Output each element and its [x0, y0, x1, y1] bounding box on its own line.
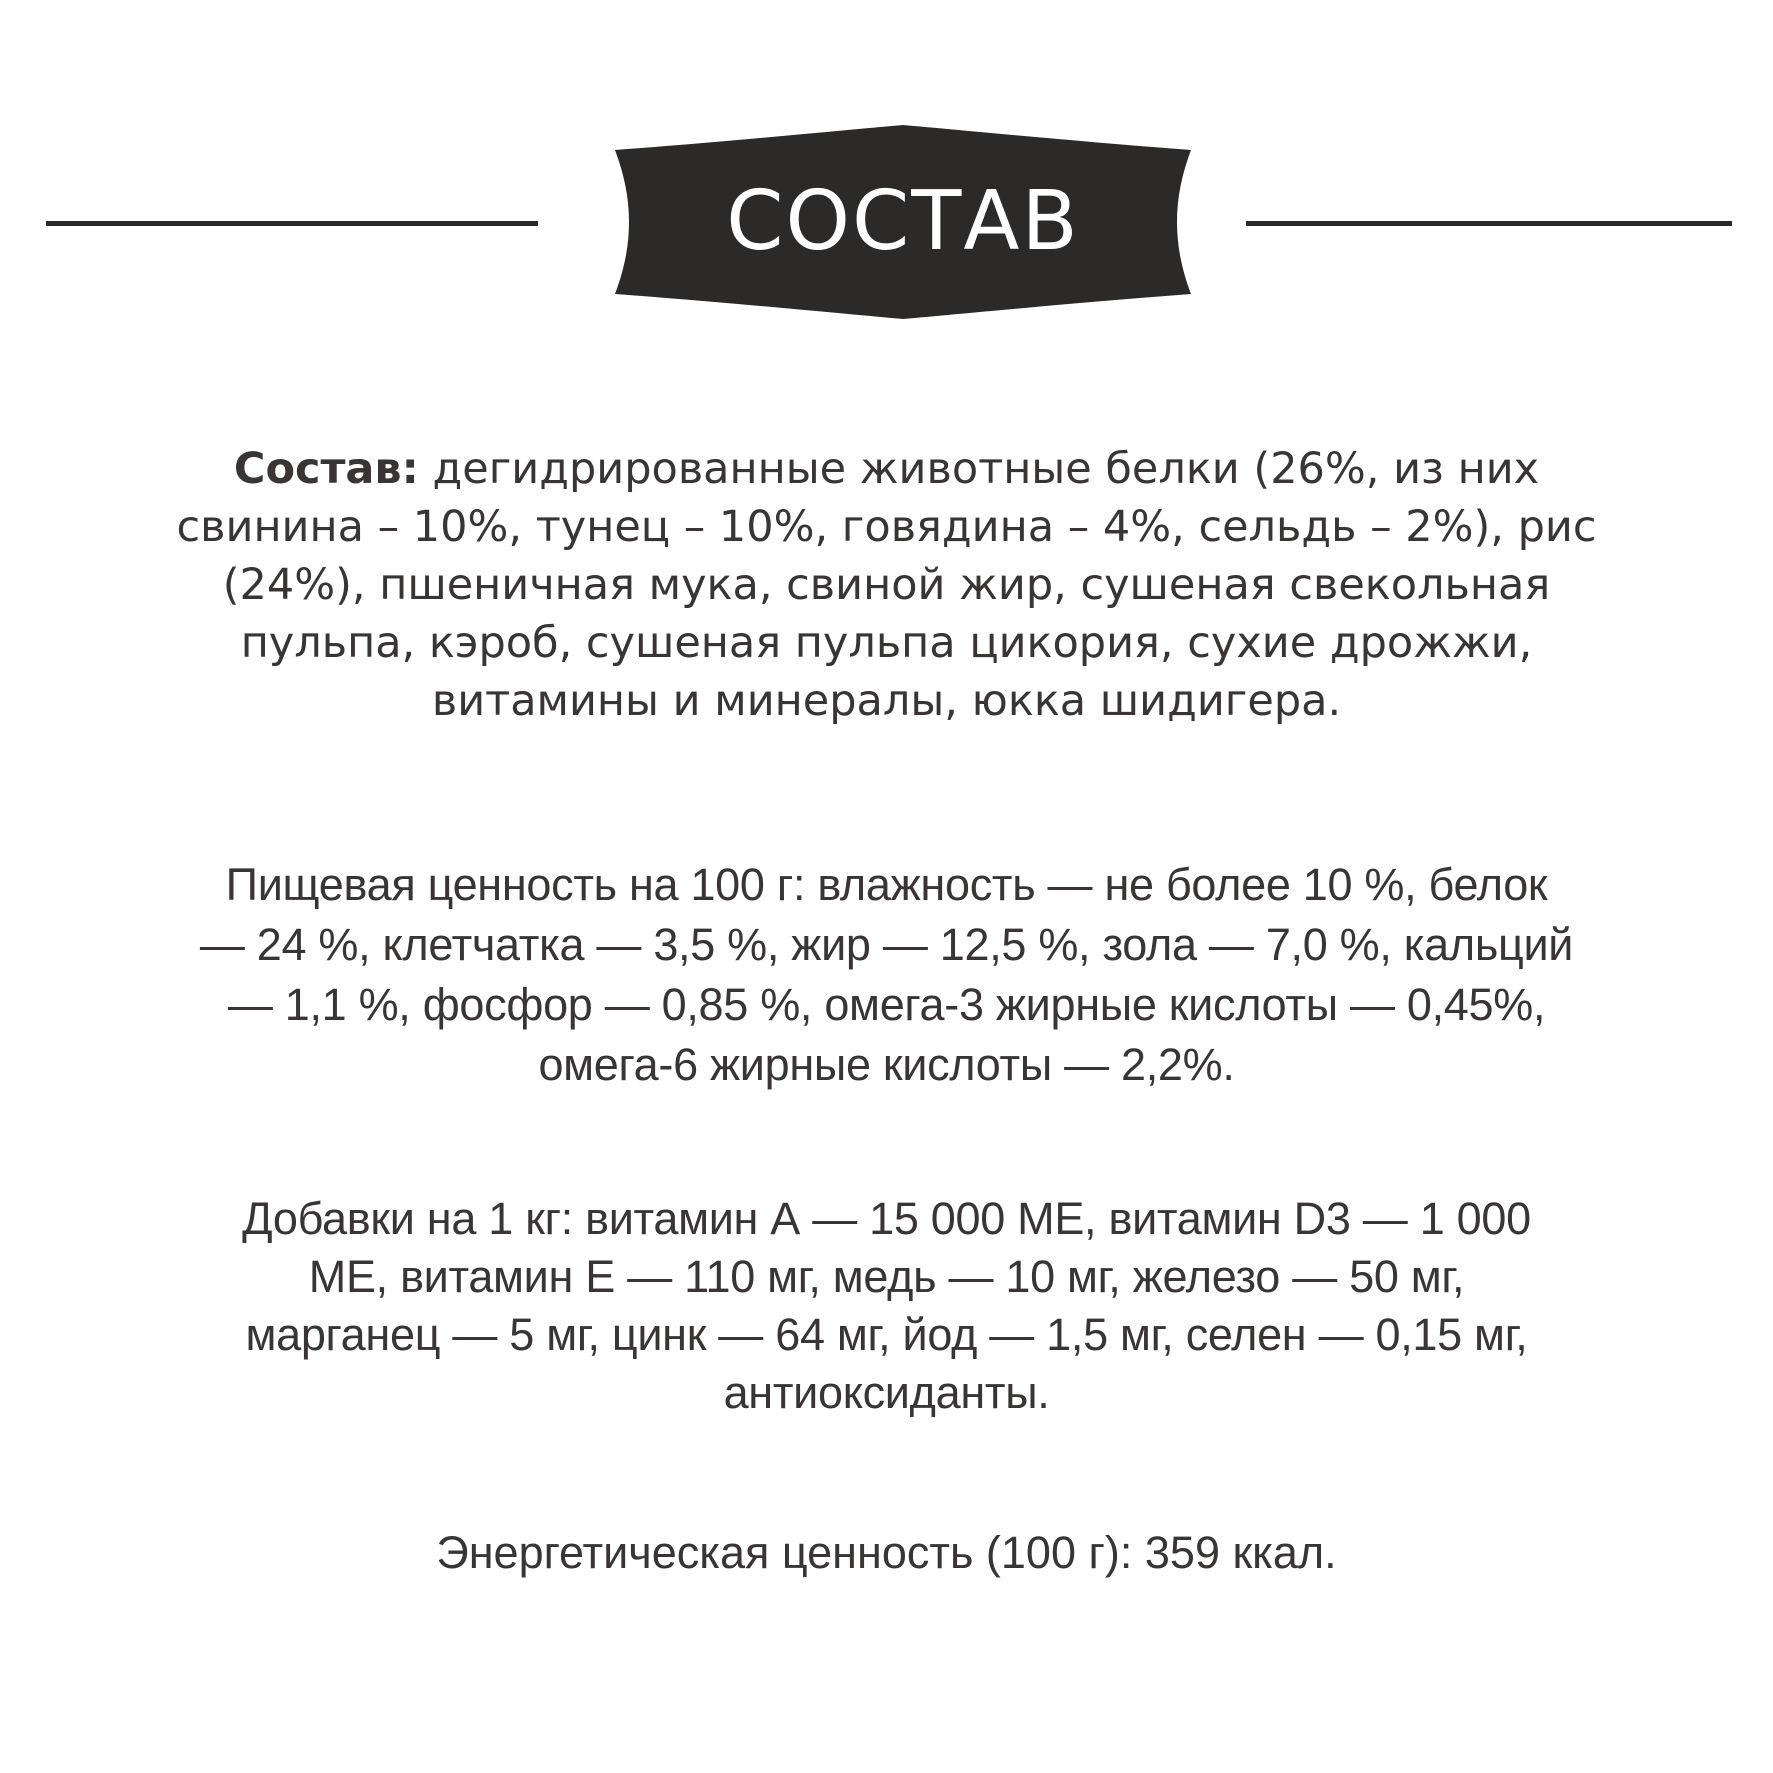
energy-line [88, 1523, 1685, 1583]
composition-paragraph [88, 440, 1685, 730]
composition-badge [613, 125, 1193, 319]
composition-text: дегидрированные животные белки (26%, из них свинина – 10%, тунец – 10%, говядина – 4%, сельдь – 2%), рис (24%), пшеничная мука, свиной жир, сушеная свекольная пульпа, кэроб, сушеная пульпа цикория, сухие дрожжи, витамины и минералы, юкка шидигера. [176, 444, 1597, 726]
header-divider-right [1246, 221, 1732, 226]
composition-label: Состав: [233, 444, 419, 494]
additives-text: Добавки на 1 кг: витамин А — 15 000 МЕ, витамин D3 — 1 000 МЕ, витамин Е — 110 мг, медь — 10 мг, железо — 50 мг, марганец — 5 мг, цинк — 64 мг, йод — 1,5 мг, селен — 0,15 мг, антиоксиданты. [242, 1193, 1531, 1418]
nutrition-paragraph [88, 855, 1685, 1095]
additives-paragraph [88, 1190, 1685, 1422]
energy-text: Энергетическая ценность (100 г): 359 ккал. [436, 1527, 1337, 1578]
badge-title: СОСТАВ [726, 174, 1080, 269]
nutrition-text: Пищевая ценность на 100 г: влажность — не более 10 %, белок — 24 %, клетчатка — 3,5 %, жир — 12,5 %, зола — 7,0 %, кальций — 1,1 %, фосфор — 0,85 %, омега-3 жирные кислоты — 0,45%, омега-6 жирные кислоты — 2,2%. [199, 859, 1574, 1090]
header-divider-left [46, 221, 538, 226]
